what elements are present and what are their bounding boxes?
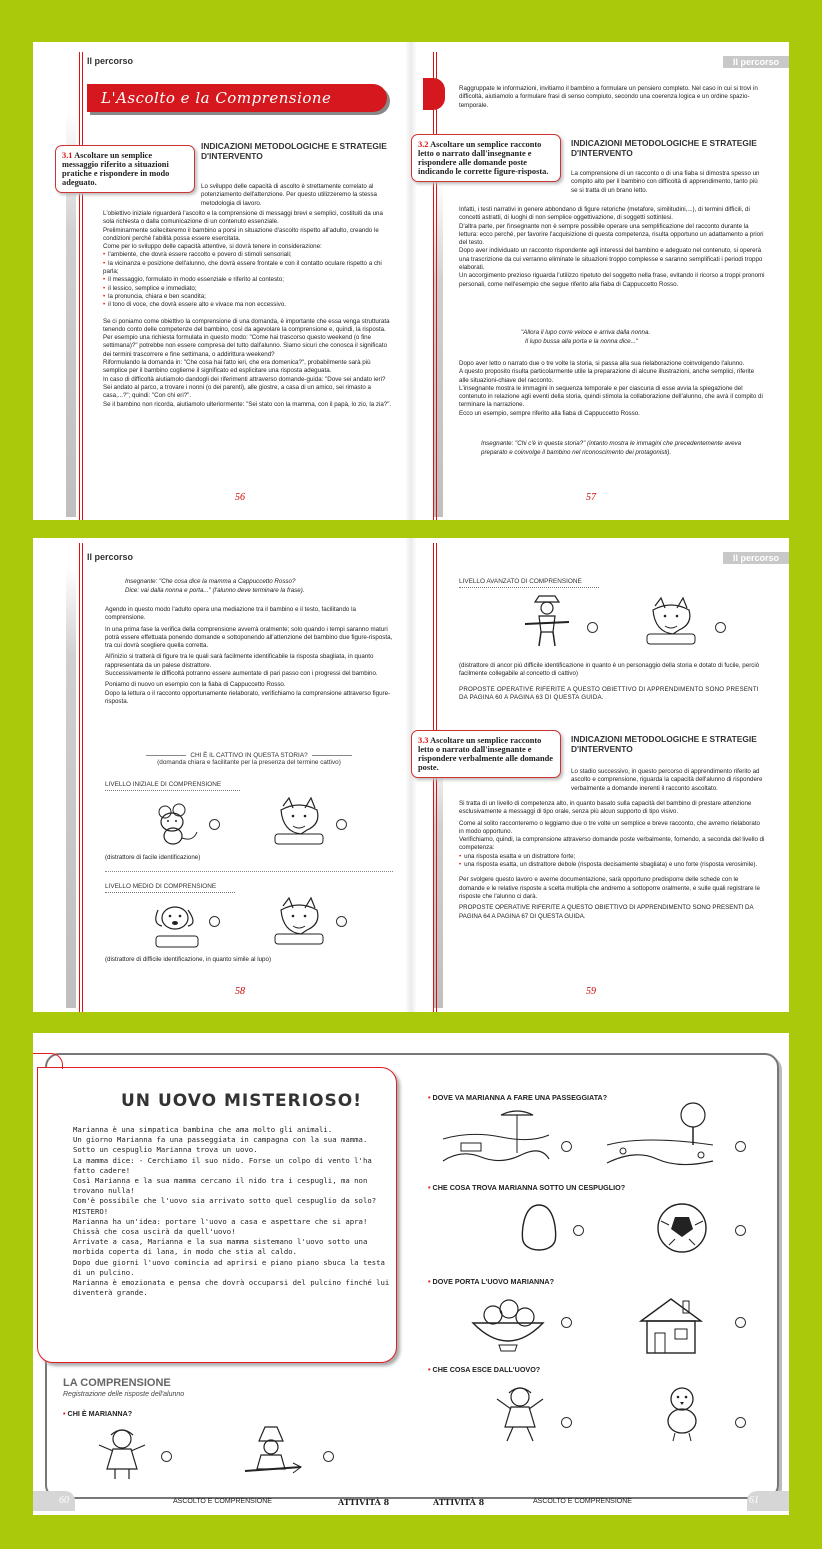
question-note: (domanda chiara e facilitante per la presenza del termine cattivo): [157, 759, 341, 766]
paragraph: Raggruppate le informazioni, invitiamo il bambino a formulare un pensiero completo. Nel caso in cui si trovi in difficoltà, aiutiamolo a formulare frasi di senso compiuto, secondo una coerenza logica e un ordine spazio-temporale.: [459, 85, 758, 109]
story-line: Marianna ha un'idea: portare l'uovo a casa e aspettare che si apra!: [73, 1216, 368, 1226]
level-title: LIVELLO AVANZATO DI COMPRENSIONE: [459, 578, 599, 588]
list-item: • il tono di voce, che dovrà essere alto e vivace ma non eccessivo.: [103, 301, 393, 309]
paragraph: Successivamente le difficoltà potranno essere aumentate di pari passo con i progressi del bambino.: [105, 670, 378, 678]
paragraph: Agendo in questo modo l'adulto opera una mediazione tra il bambino e il testo, facilitando la comprensione.: [105, 606, 356, 622]
paragraph: Poniamo di nuovo un esempio con la fiaba di Cappuccetto Rosso.: [105, 681, 286, 689]
margin-band: [433, 182, 443, 517]
story-line: Così Marianna e la sua mamma cercano il nido tra i cespugli, ma non trovano nulla!: [73, 1176, 368, 1196]
answer-circle[interactable]: [561, 1417, 572, 1428]
page-59: [411, 538, 789, 1012]
objective-text: Ascoltare un semplice racconto letto o narrato dall'insegnante e rispondere alle domande poste indicando le corrette figure-risposta.: [418, 140, 549, 176]
answer-circle[interactable]: [587, 622, 598, 633]
paragraph: All'inizio si tratterà di figure tra le quali sarà facilmente identificabile la risposta sbagliata, in quanto rappresentata da un palese distrattore.: [105, 653, 374, 669]
wolf-illustration: [271, 896, 327, 946]
rule: [146, 755, 186, 756]
footer-label: ASCOLTO E COMPRENSIONE: [533, 1498, 632, 1505]
quote-line: Insegnante: "Che cosa dice la mamma a Cappuccetto Rosso?: [125, 578, 296, 585]
answer-circle[interactable]: [573, 1225, 584, 1236]
wolf-illustration: [643, 596, 701, 646]
story-line: Chissà che cosa uscirà da quell'uovo!: [73, 1227, 236, 1237]
paragraph: Un accorgimento prezioso riguarda l'utilizzo ripetuto del soggetto nella frase, evitando il ricorso a troppi pronomi personali, come nell'esempio che segue riferito alla fiaba di Cappuccetto Rosso.: [459, 272, 765, 288]
answer-circle[interactable]: [336, 819, 347, 830]
question: • CHI È MARIANNA?: [63, 1409, 132, 1418]
answer-circle[interactable]: [336, 916, 347, 927]
story-line: Dopo due giorni l'uovo comincia ad aprirsi e piano piano sbuca la testa di un pulcino.: [73, 1257, 385, 1277]
spread-pages-56-57: [33, 42, 789, 520]
story-title: UN UOVO MISTERIOSO!: [121, 1091, 362, 1111]
body-text: [571, 170, 765, 198]
list-item: • la vicinanza e posizione dell'alunno, che dovrà essere frontale e con il contatto oculare rispetto a chi parla;: [103, 260, 393, 277]
page-number: 58: [235, 986, 245, 997]
section-title: LA COMPRENSIONE: [63, 1377, 171, 1389]
page-number: 61: [749, 1495, 759, 1506]
page-57: [411, 42, 789, 520]
paragraph: Preliminarmente solleciteremo il bambino a porsi in situazione d'ascolto rispetto all'adulto, creando le condizioni perché l'abilità possa essere esercitata.: [103, 226, 379, 242]
spacer: [103, 310, 393, 315]
objective-number: 3.1: [62, 151, 73, 160]
proposte-note: PROPOSTE OPERATIVE RIFERITE A QUESTO OBIETTIVO DI APPRENDIMENTO SONO PRESENTI DA PAGINA 60 A PAGINA 63 DI QUESTA GUIDA.: [459, 686, 759, 702]
girl-illustration: [491, 1383, 549, 1445]
body-text: [459, 360, 765, 421]
quote-line: Il lupo bussa alla porta e la nonna dice...": [525, 337, 638, 345]
wolf-illustration: [271, 796, 327, 846]
running-header: Il percorso: [723, 552, 789, 564]
list-item: • l'ambiente, che dovrà essere raccolto e povero di stimoli sensoriali;: [103, 251, 393, 259]
margin-rule: [433, 52, 434, 520]
quote-line: Insegnante: "Chi c'è in questa storia?" (intanto mostra le immagini che precedentemente aveva preparato e coinvolge il bambino nel riconoscimento dei protagonisti).: [481, 440, 742, 456]
beach-illustration: [441, 1109, 551, 1169]
question: • CHE COSA TROVA MARIANNA SOTTO UN CESPUGLIO?: [428, 1183, 625, 1192]
spread-pages-58-59: [33, 538, 789, 1012]
footer-activity: ATTIVITÀ 8: [338, 1497, 390, 1507]
caption: (distrattore di ancor più difficile identificazione in quanto è un personaggio della storia e dotato di fucile, perciò facilmente collegabile al concetto di cattivo): [459, 662, 760, 678]
paragraph: Per svolgere questo lavoro e averne documentazione, sarà opportuno predisporre delle schede con le domande e le relative risposte a scelta multipla che andremo a sottoporre oralmente, e sulle quali registrare le risposte che l'alunno ci darà.: [459, 876, 760, 900]
quote: [125, 578, 385, 595]
list-item: • una risposta esatta e un distrattore forte;: [459, 853, 765, 861]
running-header: Il percorso: [87, 56, 134, 66]
quote-line: Dice: vai dalla nonna e porta..." (l'alunno deve terminare la frase).: [125, 586, 305, 594]
story-corner: [33, 1053, 63, 1069]
page-number: 57: [586, 492, 596, 503]
paragraph: Ecco un esempio, sempre riferito alla fiaba di Cappuccetto Rosso.: [459, 409, 640, 417]
running-header: Il percorso: [723, 56, 789, 68]
list-item: • una risposta esatta, un distrattore debole (risposta decisamente sbagliata) e uno forte (risposta verosimile).: [459, 861, 765, 869]
spacer: [459, 869, 765, 873]
question-title: [105, 752, 393, 766]
objective-box: [55, 145, 195, 193]
paragraph: Come al solito racconteremo o leggiamo due o tre volte un semplice e breve racconto, che avremo rielaborato in modo opportuno.: [459, 819, 760, 835]
running-header: Il percorso: [87, 552, 134, 562]
body-text: [459, 800, 765, 924]
section-heading: INDICAZIONI METODOLOGICHE E STRATEGIE D'INTERVENTO: [201, 141, 387, 161]
fruit-bowl-illustration: [469, 1295, 547, 1353]
answer-circle[interactable]: [323, 1451, 334, 1462]
paragraph: Dopo aver letto o narrato due o tre volte la storia, si passa alla sua rielaborazione coinvolgendo l'alunno.: [459, 360, 745, 367]
quote-line: "Allora il lupo corre veloce e arriva dalla nonna.: [521, 329, 651, 336]
mouse-illustration: [153, 802, 201, 846]
question: • DOVE VA MARIANNA A FARE UNA PASSEGGIATA?: [428, 1093, 607, 1102]
body-text: [105, 606, 393, 709]
section-heading: INDICAZIONI METODOLOGICHE E STRATEGIE D'INTERVENTO: [571, 734, 757, 754]
answer-circle[interactable]: [561, 1317, 572, 1328]
page-number: 60: [59, 1495, 69, 1506]
objective-box: [411, 134, 561, 182]
red-tab: [423, 78, 445, 110]
answer-circle[interactable]: [161, 1451, 172, 1462]
paragraph: La comprensione di un racconto o di una fiaba si dimostra spesso un compito alto per il bambino con difficoltà di apprendimento, tanto più se si tratta di un brano letto.: [571, 170, 760, 194]
objective-number: 3.3: [418, 736, 429, 745]
footer-bar: [33, 1499, 789, 1515]
margin-band: [433, 748, 443, 1008]
footer-activity: ATTIVITÀ 8: [433, 1497, 485, 1507]
story-line: Com'è possibile che l'uovo sia arrivato sotto quel cespuglio da solo? MISTERO!: [73, 1196, 377, 1216]
body-text: [201, 183, 393, 211]
section-heading: INDICAZIONI METODOLOGICHE E STRATEGIE D'INTERVENTO: [571, 138, 757, 158]
margin-rule: [82, 543, 83, 1012]
page-58: [33, 538, 411, 1012]
bullet-list: [103, 251, 393, 309]
caption: (distrattore di facile identificazione): [105, 854, 201, 861]
bullet-list: [459, 853, 765, 870]
body-text: [103, 210, 393, 412]
margin-rule: [79, 543, 80, 1012]
question: • CHE COSA ESCE DALL'UOVO?: [428, 1365, 540, 1374]
answer-circle[interactable]: [209, 916, 220, 927]
story-line: Un giorno Marianna fa una passeggiata in campagna con la sua mamma.: [73, 1135, 368, 1145]
body-text: [571, 768, 765, 796]
paragraph: In una prima fase la verifica della comprensione avverrà oralmente; solo quando i tempi saranno maturi potrà essere effettuata ponendo domande e sottoponendo all'attenzione del bambino due figure-risposta, tra cui dovrà scegliere quella corretta.: [105, 625, 393, 650]
hunter-illustration: [521, 592, 573, 648]
paragraph: Per esempio una richiesta formulata in questo modo: "Come hai trascorso questo weekend (o fine settimana)?" potrebbe non essere compresa del tutto dall'alunno. Siamo sicuri che conosca il significato dei termini trascorrere e fine settimana, o addirittura weekend?: [103, 334, 388, 358]
question: • DOVE PORTA L'UOVO MARIANNA?: [428, 1277, 554, 1286]
house-illustration: [635, 1295, 707, 1357]
margin-band: [66, 568, 76, 1008]
page-number: 56: [235, 492, 245, 503]
paragraph: A questo proposito risulta particolarmente utile la preparazione di alcune illustrazioni, anche semplici, riferite alle situazioni-chiave del racconto.: [459, 368, 755, 384]
answer-circle[interactable]: [735, 1417, 746, 1428]
countryside-illustration: [605, 1101, 715, 1167]
paragraph: L'insegnante mostra le immagini in sequenza temporale e per ciascuna di esse avvia la spiegazione del contenuto in relazione agli eventi della storia, quindi stimola la collaborazione dell'alunno, che avrà il compito di terminare la narrazione.: [459, 384, 763, 409]
chapter-title: L'Ascolto e la Comprensione: [87, 84, 387, 112]
objective-text: Ascoltare un semplice racconto letto o narrato dall'insegnante e rispondere verbalmente alle domande poste.: [418, 736, 553, 772]
proposte-note: PROPOSTE OPERATIVE RIFERITE A QUESTO OBIETTIVO DI APPRENDIMENTO SONO PRESENTI DA PAGINA 64 A PAGINA 67 DI QUESTA GUIDA.: [459, 904, 754, 920]
list-item: • il lessico, semplice e immediato;: [103, 285, 393, 293]
answer-circle[interactable]: [209, 819, 220, 830]
paragraph: D'altra parte, per l'insegnante non è sempre possibile operare una semplificazione del racconto durante la lettura: ecco perché, per favorire l'acquisizione di questa competenza, risulta opportuno un adattamento a priori del testo.: [459, 222, 764, 247]
list-item: • la pronuncia, chiara e ben scandita;: [103, 293, 393, 301]
paragraph: Riformulando la domanda in: "Che cosa hai fatto ieri, che era domenica?", probabilmente sarà più semplice per il bambino coglierne il significato ed esplicitare una risposta adeguata.: [103, 359, 371, 375]
level-title: LIVELLO MEDIO DI COMPRENSIONE: [105, 883, 235, 893]
answer-circle[interactable]: [735, 1225, 746, 1236]
rule: [312, 755, 352, 756]
margin-rule: [79, 52, 80, 520]
footer-label: ASCOLTO E COMPRENSIONE: [173, 1498, 272, 1505]
egg-illustration: [519, 1203, 559, 1255]
body-text: [459, 206, 765, 292]
paragraph: L'obiettivo iniziale riguarderà l'ascolto e la comprensione di messaggi brevi e semplici, costituiti da una sola richiesta o dalla comunicazione di un contenuto essenziale.: [103, 210, 383, 226]
page-number: 59: [586, 986, 596, 997]
paragraph: Dopo aver individuato un racconto rispondente agli interessi del bambino e adeguato nel contenuto, si opererà una trascrizione da cui verranno eliminate le situazioni troppo complesse e saranno semplificati i periodi troppo elaborati.: [459, 247, 763, 272]
story-line: La mamma dice: - Cerchiamo il suo nido. Forse un colpo di vento l'ha fatto cadere!: [73, 1155, 372, 1175]
ball-illustration: [655, 1201, 709, 1255]
answer-circle[interactable]: [735, 1141, 746, 1152]
story-line: Sotto un cespuglio Marianna trova un uovo.: [73, 1145, 258, 1155]
question-line: [105, 752, 393, 759]
question-text: CHI È IL CATTIVO IN QUESTA STORIA?: [190, 752, 308, 759]
story-line: Marianna è una simpatica bambina che ama molto gli animali.: [73, 1125, 333, 1134]
page-56: [33, 42, 411, 520]
objective-text: Ascoltare un semplice messaggio riferito a situazioni pratiche e rispondere in modo adeguato.: [62, 151, 170, 187]
paragraph: Verifichiamo, quindi, la comprensione attraverso domande poste verbalmente, fornendo, a seconda del livello di competenza:: [459, 836, 765, 852]
paragraph: Dopo la lettura o il racconto opportunamente rielaborato, verifichiamo la comprensione attraverso figure-risposta.: [105, 689, 391, 705]
margin-rule: [436, 52, 437, 520]
objective-number: 3.2: [418, 140, 429, 149]
level-title: LIVELLO INIZIALE DI COMPRENSIONE: [105, 781, 240, 791]
answer-circle[interactable]: [561, 1141, 572, 1152]
dog-illustration: [148, 900, 204, 950]
paragraph: In caso di difficoltà aiutiamolo dandogli dei riferimenti attraverso domande-guida: "Dove sei andato ieri? Sei andato al parco, a trovare i nonni (o dei parenti), alle giostre, a casa di un amico, sei rimasto a casa,...?"; quindi: "Con chi eri?".: [103, 375, 386, 400]
witch-illustration: [243, 1423, 303, 1479]
dotted-divider: [105, 871, 393, 872]
paragraph: Lo stadio successivo, in questo percorso di apprendimento riferito ad ascolto e comprensione, riguarda la capacità dell'alunno di rispondere verbalmente a domande inerenti il racconto ascoltato.: [571, 768, 763, 792]
story-line: Arrivate a casa, Marianna e la sua mamma sistemano l'uovo sotto una morbida coperta di lana, in modo che stia al caldo.: [73, 1237, 368, 1257]
paragraph: Lo sviluppo delle capacità di ascolto è strettamente correlato al potenziamento dell'attenzione. Per questo utilizzeremo la stessa metodologia di lavoro.: [201, 183, 377, 207]
paragraph: Come per lo sviluppo delle capacità attentive, si dovrà tenere in considerazione:: [103, 243, 322, 251]
paragraph: Si tratta di un livello di competenza alto, in quanto basato sulla capacità del bambino di prestare attenzione esclusivamente a messaggi di tipo orale, senza più alcun supporto di tipo visivo.: [459, 800, 752, 816]
girl-illustration: [95, 1425, 149, 1481]
story-text: [73, 1125, 391, 1298]
section-subtitle: Registrazione delle risposte dell'alunno: [63, 1391, 185, 1398]
paragraph: Infatti, i testi narrativi in genere abbondano di figure retoriche (metafore, similitudini,...), di termini difficili, di concetti astratti, di luoghi di non semplice oggettivazione, di soggetti sottintesi.: [459, 206, 750, 222]
chick-illustration: [655, 1383, 709, 1443]
answer-circle[interactable]: [735, 1317, 746, 1328]
caption: (distrattore di difficile identificazione, in quanto simile al lupo): [105, 956, 272, 963]
quote: [481, 440, 751, 457]
list-item: • il messaggio, formulato in modo essenziale e riferito al contesto;: [103, 276, 393, 284]
margin-rule: [82, 52, 83, 520]
story-line: Marianna è emozionata e pensa che dovrà occuparsi del pulcino finché lui diventerà grande.: [73, 1278, 390, 1298]
body-text: [459, 85, 765, 113]
quote: [521, 329, 761, 346]
spread-pages-60-61: [33, 1033, 789, 1515]
paragraph: Se il bambino non ricorda, aiutiamolo ulteriormente: "Sei stato con la mamma, con il papà, lo zio, la zia?".: [103, 400, 392, 408]
answer-circle[interactable]: [715, 622, 726, 633]
objective-box: [411, 730, 561, 778]
paragraph: Se ci poniamo come obiettivo la comprensione di una domanda, è importante che essa venga strutturata tenendo conto delle competenze del bambino, così da agevolare la comprensione e, quindi, la risposta.: [103, 317, 390, 333]
